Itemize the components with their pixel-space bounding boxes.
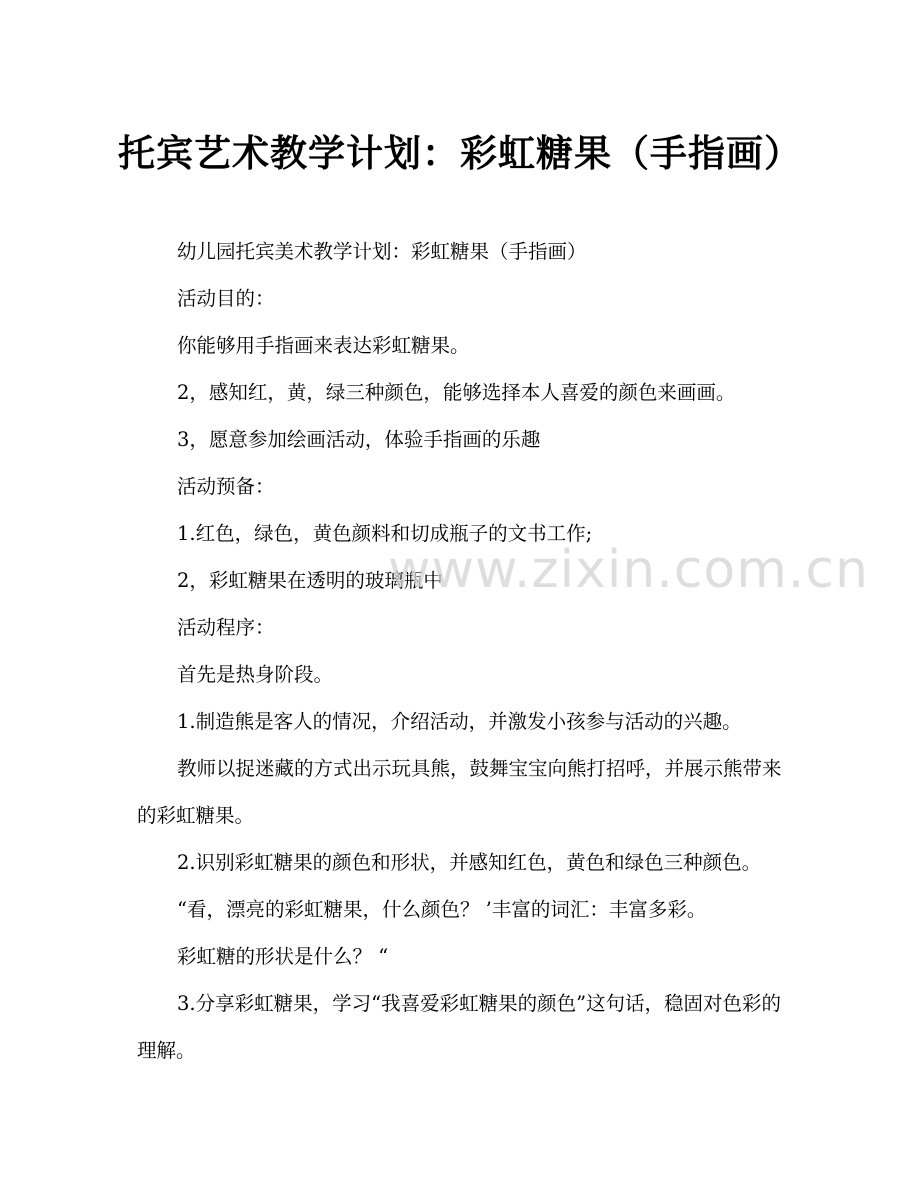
section-heading: 活动预备： — [177, 475, 275, 498]
paragraph: 教师以捉迷藏的方式出示玩具熊，鼓舞宝宝向熊打招呼，并展示熊带来的彩虹糖果。 — [137, 757, 782, 827]
paragraph: 2.识别彩虹糖果的颜色和形状，并感知红色，黄色和绿色三种颜色。 — [177, 851, 762, 874]
paragraph: 2，感知红，黄，绿三种颜色，能够选择本人喜爱的颜色来画画。 — [177, 381, 736, 404]
paragraph: 你能够用手指画来表达彩虹糖果。 — [177, 334, 470, 357]
document-body — [137, 228, 787, 1074]
section-heading: 活动目的： — [177, 287, 275, 310]
paragraph: “看，漂亮的彩虹糖果，什么颜色？ ’丰富的词汇：丰富多彩。 — [177, 898, 707, 921]
section-heading: 活动程序： — [177, 616, 275, 639]
paragraph: 3，愿意参加绘画活动，体验手指画的乐趣 — [177, 428, 541, 451]
paragraph: 幼儿园托宾美术教学计划：彩虹糖果（手指画） — [177, 240, 587, 263]
paragraph: 3.分享彩虹糖果，学习“我喜爱彩虹糖果的颜色”这句话，稳固对色彩的理解。 — [137, 992, 782, 1062]
document-title: 托宾艺术教学计划：彩虹糖果（手指画） — [118, 131, 802, 175]
paragraph: 1.红色，绿色，黄色颜料和切成瓶子的文书工作; — [177, 522, 593, 545]
paragraph: 2，彩虹糖果在透明的玻璃瓶中 — [177, 569, 443, 592]
paragraph: 1.制造熊是客人的情况，介绍活动，并激发小孩参与活动的兴趣。 — [177, 710, 742, 733]
paragraph: 彩虹糖的形状是什么？ “ — [177, 945, 389, 968]
watermark: www.zixin.com.cn — [388, 540, 869, 600]
paragraph: 首先是热身阶段。 — [177, 663, 334, 686]
